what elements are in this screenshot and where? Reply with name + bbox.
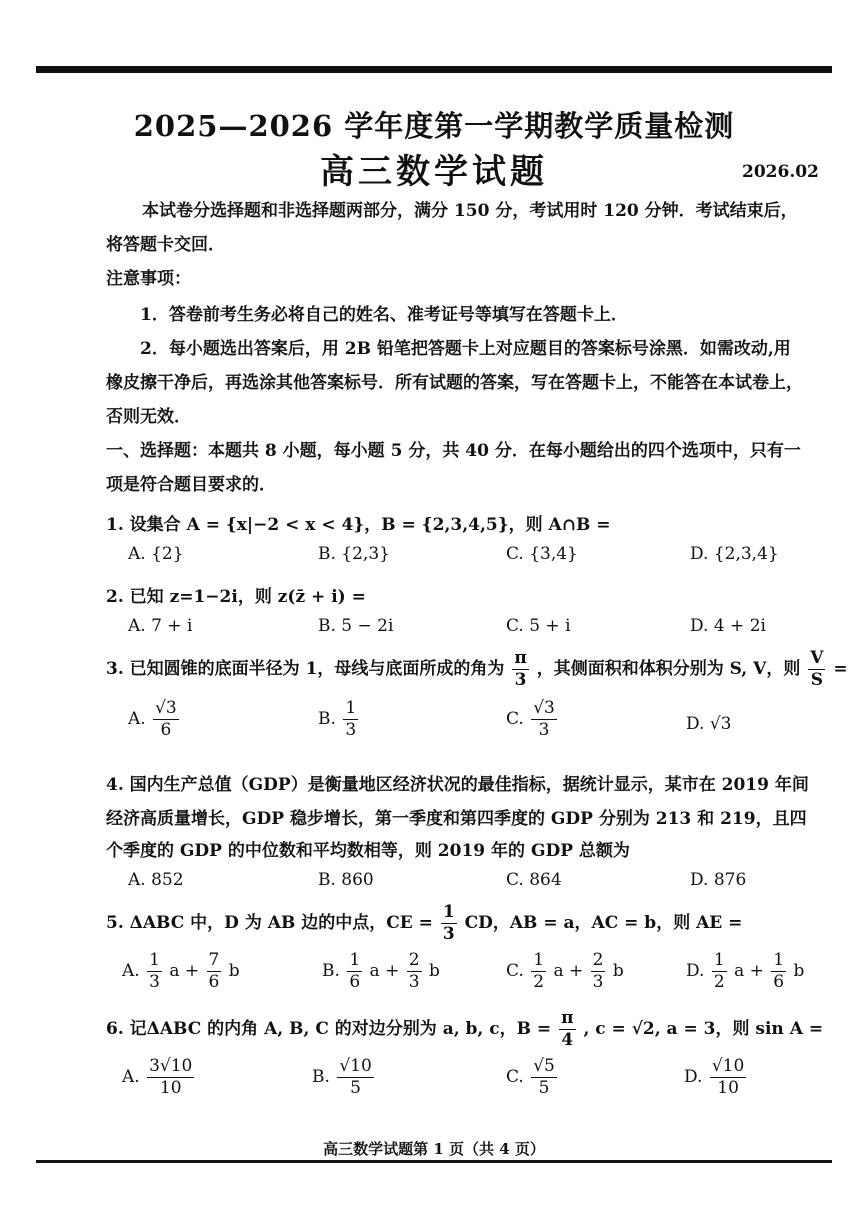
question-5-ratio-fraction	[441, 904, 457, 943]
fraction-denominator: 6	[208, 972, 220, 992]
intro-text: 本试卷分选择题和非选择题两部分，满分 150 分，考试用时 120 分钟．考试结束后，将答题卡交回．	[106, 201, 798, 255]
fraction-denominator: S	[810, 670, 823, 690]
question-3-ratio-fraction	[808, 650, 825, 689]
fraction-denominator: 5	[350, 1078, 361, 1098]
question-5-option-c	[506, 952, 624, 991]
question-1-option-b: B. {2,3}	[318, 544, 390, 564]
fraction-numerator: 1	[533, 950, 545, 970]
question-6-angle-fraction	[559, 1010, 575, 1049]
fraction-denominator: 3	[514, 670, 527, 690]
question-2-option-a: A. 7 + i	[128, 616, 193, 636]
fraction-numerator: π	[561, 1008, 574, 1028]
fraction-denominator: 6	[160, 720, 172, 740]
fraction-denominator: 2	[713, 972, 725, 992]
notice-item-1: 1．答卷前考生务必将自己的姓名、准考证号等填写在答题卡上．	[140, 305, 628, 325]
option-label: B.	[318, 709, 336, 729]
question-4-line-1: 4. 国内生产总值（GDP）是衡量地区经济状况的最佳指标，据统计显示，某市在 2019 年间	[106, 775, 809, 795]
fraction-denominator: 3	[538, 720, 550, 740]
option-fraction	[710, 1058, 746, 1097]
fraction-numerator: √10	[339, 1056, 372, 1076]
fraction-numerator: 1	[442, 902, 455, 922]
fraction-numerator: 1	[773, 950, 785, 970]
option-fraction-1	[531, 952, 546, 991]
option-fraction-2	[771, 952, 786, 991]
option-label: D.	[684, 1067, 703, 1087]
question-3-option-a	[128, 700, 181, 739]
question-4-line-3: 个季度的 GDP 的中位数和平均数相等，则 2019 年的 GDP 总额为	[106, 841, 630, 861]
question-4-option-c: C. 864	[506, 870, 562, 890]
fraction-denominator: 3	[408, 972, 420, 992]
top-rule	[36, 66, 832, 73]
question-5-option-b	[322, 952, 440, 991]
question-5-option-d	[686, 952, 804, 991]
option-label: C.	[506, 1067, 524, 1087]
fraction-numerator: 1	[149, 950, 160, 970]
question-6-option-d	[684, 1058, 748, 1097]
fraction-numerator: V	[810, 648, 824, 668]
exam-subtitle: 高三数学试题	[320, 152, 548, 192]
question-3-option-b	[318, 700, 360, 739]
question-6-stem-part-1: 6. 记ΔABC 的内角 A, B, C 的对边分别为 a, b, c，B =	[106, 1019, 552, 1039]
option-fraction-1	[347, 952, 362, 991]
fraction-numerator: 1	[349, 950, 361, 970]
question-5-option-a	[122, 952, 240, 991]
option-fraction	[153, 700, 179, 739]
fraction-numerator: 2	[408, 950, 420, 970]
fraction-denominator: 6	[349, 972, 361, 992]
option-vector-b: b	[428, 961, 440, 981]
question-1-stem: 1. 设集合 A = {x|−2 < x < 4}，B = {2,3,4,5}，则 A∩B =	[106, 515, 611, 535]
fraction-denominator: 3	[442, 924, 455, 944]
question-6-option-c	[506, 1058, 559, 1097]
fraction-denominator: 3	[345, 720, 357, 740]
question-3-stem-part-3: =	[833, 659, 848, 679]
option-fraction	[337, 1058, 373, 1097]
question-6-option-a	[122, 1058, 196, 1097]
option-vector-b: b	[793, 961, 805, 981]
option-label: A.	[122, 1067, 140, 1087]
fraction-denominator: 3	[149, 972, 160, 992]
fraction-denominator: 10	[717, 1078, 739, 1098]
option-label: C.	[506, 961, 524, 981]
fraction-numerator: π	[514, 648, 527, 668]
option-label: B.	[322, 961, 340, 981]
question-3-stem	[106, 650, 848, 689]
fraction-denominator: 5	[538, 1078, 550, 1098]
question-5-stem-part-1: 5. ΔABC 中，D 为 AB 边的中点，CE =	[106, 913, 433, 933]
section-heading: 一、选择题：本题共 8 小题，每小题 5 分，共 40 分．在每小题给出的四个选项中，只有一项是符合题目要求的．	[106, 441, 801, 495]
fraction-numerator: 3√10	[149, 1056, 193, 1076]
option-vector-a: a +	[734, 961, 764, 981]
option-fraction-1	[147, 952, 162, 991]
question-6-stem	[106, 1010, 823, 1049]
page-footer: 高三数学试题第 1 页（共 4 页）	[323, 1140, 545, 1158]
option-vector-a: a +	[553, 961, 584, 981]
fraction-denominator: 4	[561, 1030, 574, 1050]
question-1-option-d: D. {2,3,4}	[690, 544, 779, 564]
notice-title: 注意事项：	[106, 269, 191, 289]
fraction-numerator: √3	[533, 698, 555, 718]
question-1-option-c: C. {3,4}	[506, 544, 578, 564]
question-3-option-c	[506, 700, 559, 739]
question-2-option-b: B. 5 − 2i	[318, 616, 394, 636]
question-2-stem: 2. 已知 z=1−2i，则 z(z̄ + i) =	[106, 587, 366, 607]
question-3-option-d: D. √3	[686, 714, 732, 734]
question-3-stem-part-1: 3. 已知圆锥的底面半径为 1，母线与底面所成的角为	[106, 659, 505, 679]
question-4-option-d: D. 876	[690, 870, 747, 890]
question-4-line-2: 经济高质量增长，GDP 稳步增长，第一季度和第四季度的 GDP 分别为 213 和 219，且四	[106, 809, 807, 829]
option-fraction	[531, 1058, 557, 1097]
question-2-option-c: C. 5 + i	[506, 616, 571, 636]
option-fraction-2	[407, 952, 422, 991]
question-6-stem-part-2: , c = √2, a = 3，则 sin A =	[583, 1019, 824, 1039]
question-4-option-a: A. 852	[128, 870, 184, 890]
option-fraction-1	[712, 952, 727, 991]
fraction-numerator: √5	[533, 1056, 555, 1076]
notice-item-2: 2．每小题选出答案后，用 2B 铅笔把答题卡上对应题目的答案标号涂黑．如需改动,用橡皮擦干净后，再选涂其他答案标号．所有试题的答案，写在答题卡上，不能答在本试卷上，否则无效．	[106, 339, 803, 427]
question-6-option-b	[312, 1058, 376, 1097]
option-fraction-2	[591, 952, 606, 991]
question-2-option-d: D. 4 + 2i	[690, 616, 766, 636]
question-3-stem-part-2: ，其侧面积和体积分别为 S, V，则	[536, 659, 801, 679]
option-fraction	[147, 1058, 194, 1097]
option-fraction	[343, 700, 358, 739]
question-5-stem	[106, 904, 742, 943]
exam-date: 2026.02	[742, 162, 819, 182]
fraction-denominator: 3	[592, 972, 604, 992]
option-label: D.	[686, 961, 705, 981]
option-label: A.	[122, 961, 140, 981]
option-vector-a: a +	[169, 961, 200, 981]
question-3-angle-fraction	[512, 650, 528, 689]
option-vector-a: a +	[369, 961, 400, 981]
exam-title: 2025—2026 学年度第一学期教学质量检测	[133, 109, 735, 143]
question-1-option-a: A. {2}	[128, 544, 184, 564]
question-4-option-b: B. 860	[318, 870, 374, 890]
option-label: B.	[312, 1067, 330, 1087]
option-label: C.	[506, 709, 524, 729]
option-vector-b: b	[228, 961, 240, 981]
fraction-numerator: 1	[713, 950, 725, 970]
fraction-numerator: 1	[345, 698, 357, 718]
fraction-numerator: 7	[208, 950, 220, 970]
fraction-denominator: 10	[159, 1078, 182, 1098]
fraction-numerator: √3	[155, 698, 177, 718]
fraction-denominator: 2	[533, 972, 545, 992]
option-fraction-2	[207, 952, 222, 991]
option-label: A.	[128, 709, 146, 729]
fraction-numerator: 2	[592, 950, 604, 970]
fraction-denominator: 6	[773, 972, 785, 992]
option-vector-b: b	[612, 961, 624, 981]
option-fraction	[531, 700, 557, 739]
fraction-numerator: √10	[711, 1056, 745, 1076]
question-5-stem-part-2: CD，AB = a，AC = b，则 AE =	[464, 913, 743, 933]
bottom-rule	[36, 1160, 832, 1163]
